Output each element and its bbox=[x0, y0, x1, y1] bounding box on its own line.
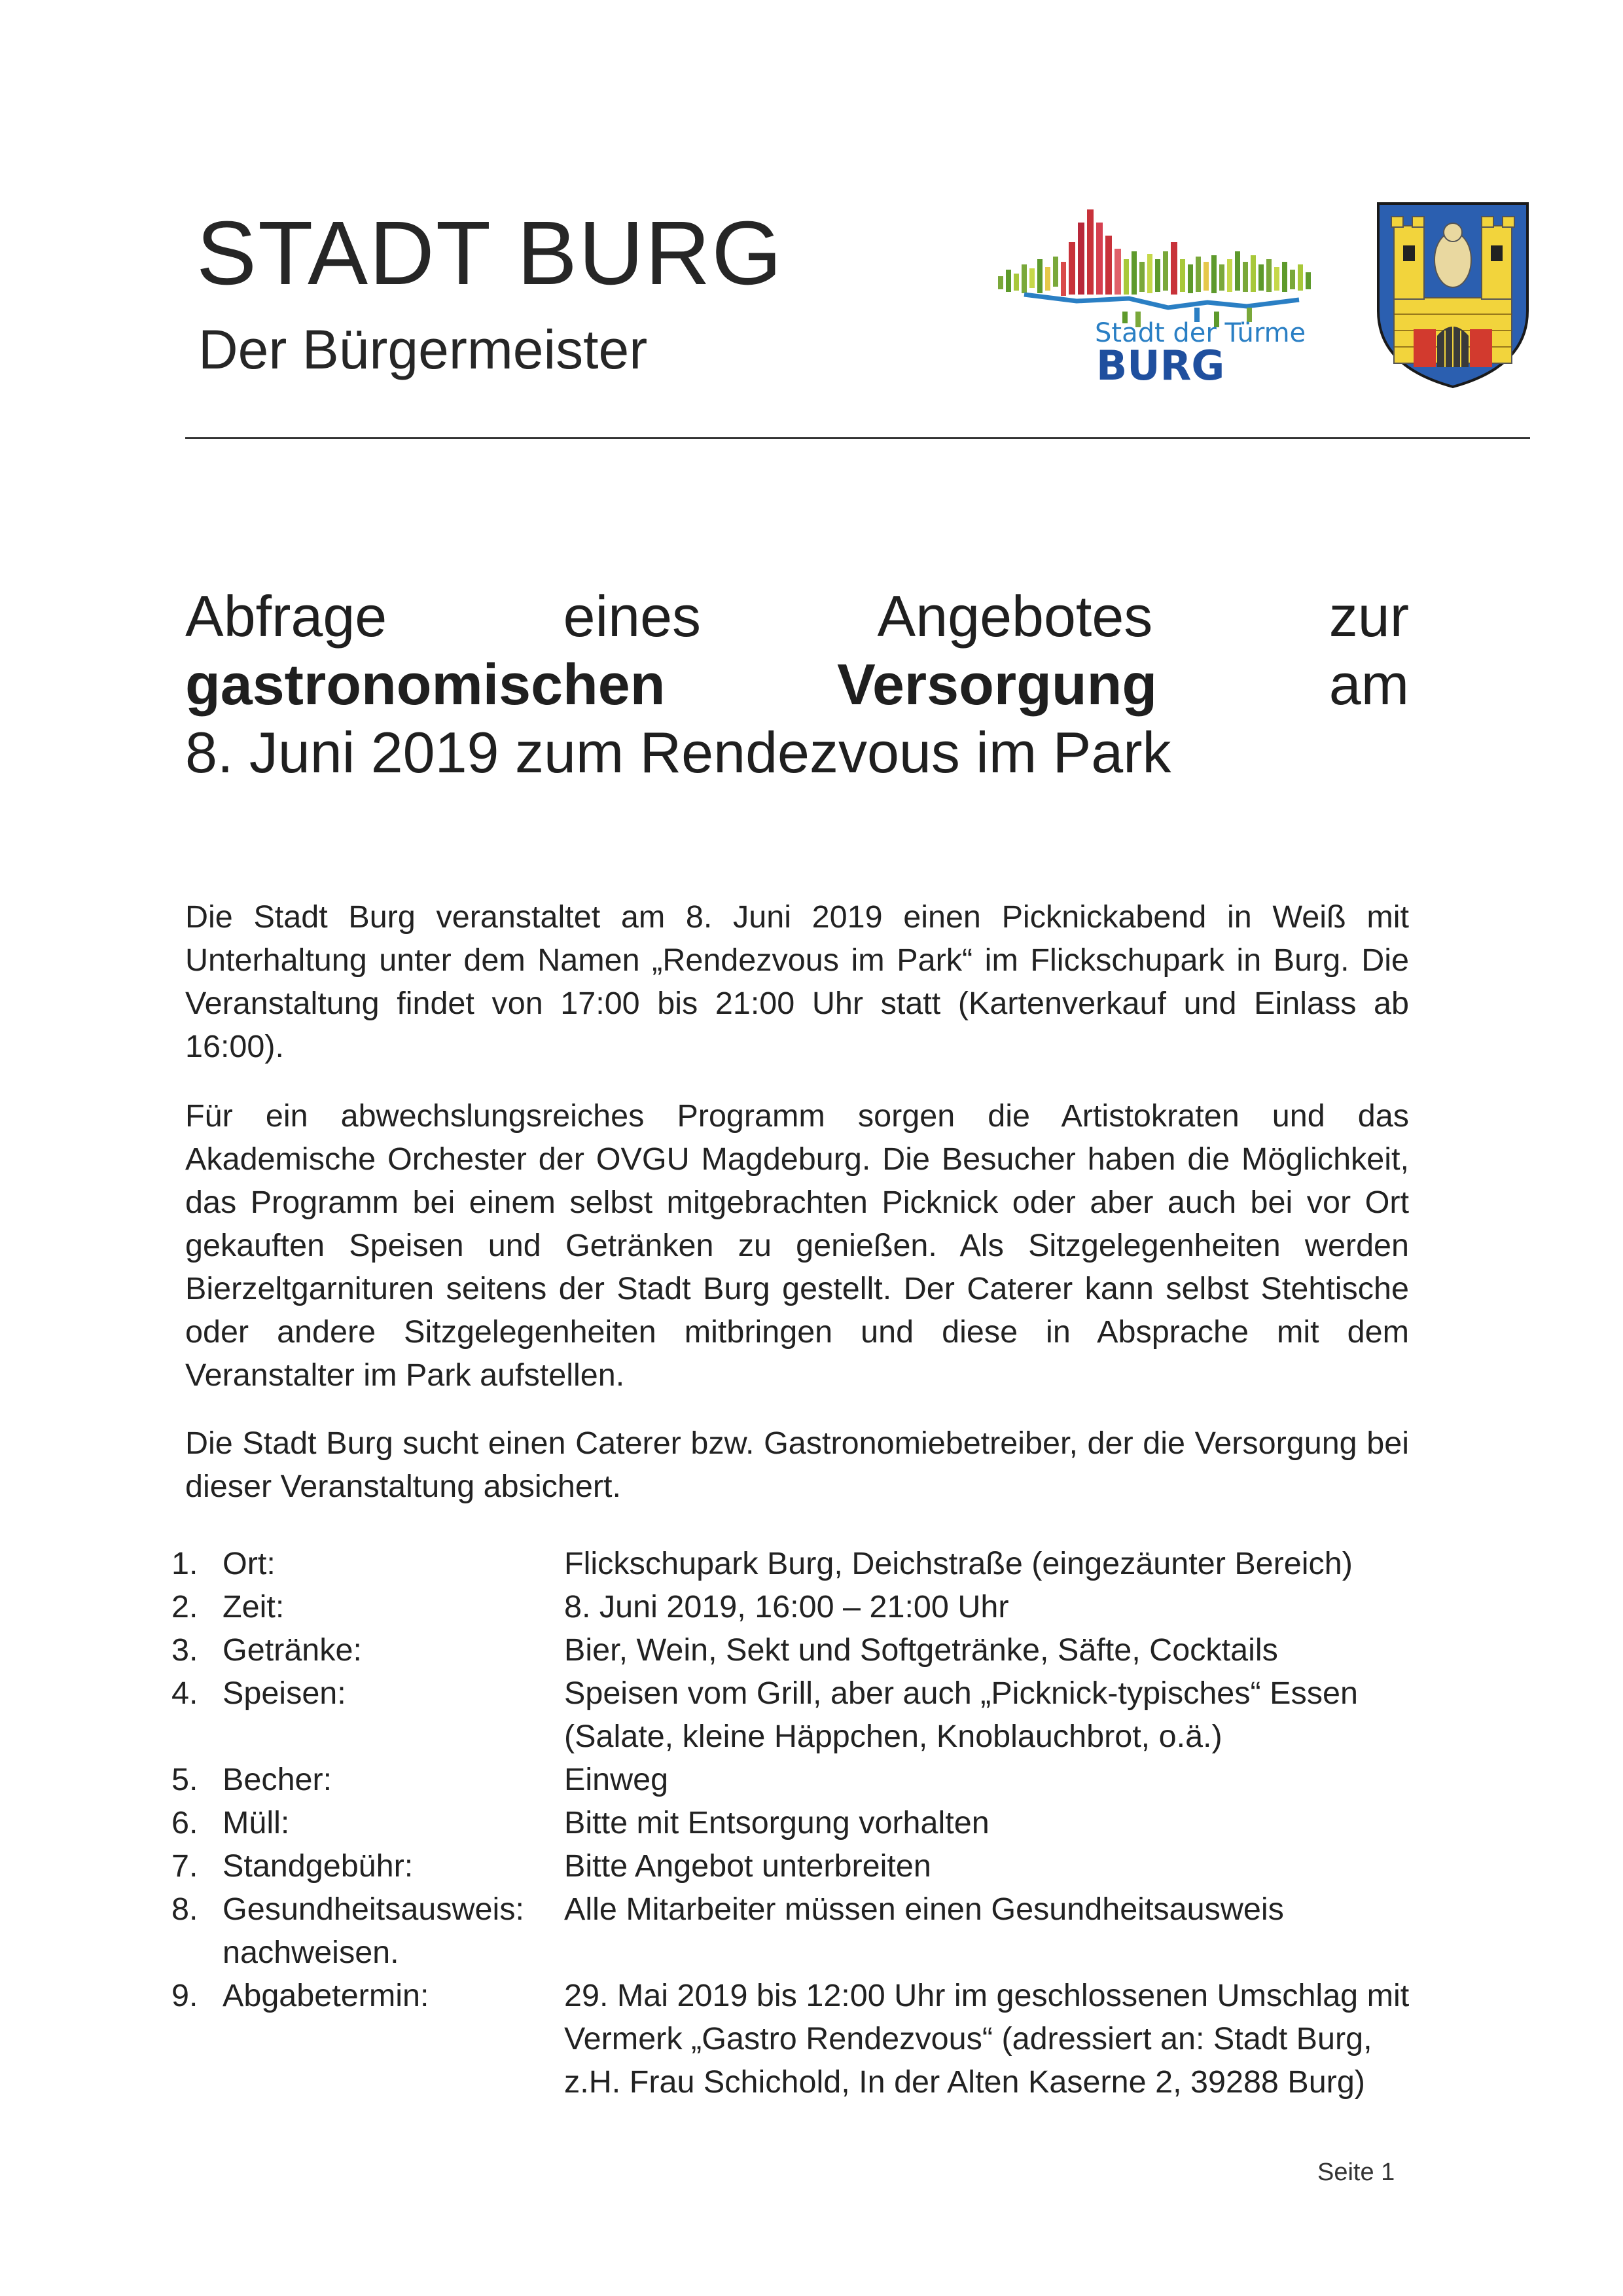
intro-paragraph: Die Stadt Burg veranstaltet am 8. Juni 2019 einen Picknickabend in Weiß mit Unterhaltung unter dem Namen „Rendezvous im Park“ im Flickschupark in Burg. Die Veranstaltung findet von 17:00 bis 21:00 Uhr statt (Kartenverkauf und Einlass ab 16:00). bbox=[185, 899, 1409, 1064]
request-paragraph: Die Stadt Burg sucht einen Caterer bzw. Gastronomiebetreiber, der die Versorgung bei dieser Veranstaltung absichert. bbox=[185, 1426, 1409, 1504]
heading-word: am bbox=[1329, 652, 1409, 717]
item-number: 3. bbox=[171, 1632, 198, 1668]
item-value: 8. Juni 2019, 16:00 – 21:00 Uhr bbox=[564, 1589, 1009, 1624]
item-value: Einweg bbox=[564, 1762, 669, 1797]
item-label-continuation: nachweisen. bbox=[223, 1935, 399, 1970]
heading-line-1 bbox=[185, 584, 1409, 649]
skyline-graphic bbox=[998, 209, 1311, 327]
item-number: 1. bbox=[171, 1546, 198, 1581]
heading-word-bold: gastronomischen bbox=[185, 652, 666, 717]
item-value: Bier, Wein, Sekt und Softgetränke, Säfte, Cocktails bbox=[564, 1632, 1278, 1668]
logo-tagline: Stadt der Türme bbox=[1095, 318, 1306, 348]
coat-of-arms bbox=[1374, 200, 1531, 389]
item-label: Ort: bbox=[223, 1546, 276, 1581]
item-value: Bitte mit Entsorgung vorhalten bbox=[564, 1805, 990, 1840]
item-number: 5. bbox=[171, 1762, 198, 1797]
logo-name: BURG bbox=[1096, 342, 1225, 386]
page-number: Seite 1 bbox=[1317, 2159, 1395, 2186]
item-number: 8. bbox=[171, 1892, 198, 1927]
item-number: 4. bbox=[171, 1676, 198, 1711]
heading-line-2 bbox=[185, 652, 1409, 717]
item-value: Alle Mitarbeiter müssen einen Gesundheitsausweis bbox=[564, 1892, 1284, 1927]
letterhead-title: STADT BURG bbox=[196, 203, 783, 304]
item-value: 29. Mai 2019 bis 12:00 Uhr im geschlossenen Umschlag mit Vermerk „Gastro Rendezvous“ (adressiert an: Stadt Burg, z.H. Frau Schichold, In der Alten Kaserne 2, 39288 Burg) bbox=[564, 1978, 1410, 2100]
item-label: Gesundheitsausweis: bbox=[223, 1892, 525, 1927]
item-label: Standgebühr: bbox=[223, 1848, 414, 1884]
heading-word: Angebotes bbox=[877, 584, 1153, 649]
letterhead-subtitle: Der Bürgermeister bbox=[198, 319, 648, 380]
item-label: Getränke: bbox=[223, 1632, 362, 1668]
item-value: Speisen vom Grill, aber auch „Picknick-typisches“ Essen (Salate, kleine Häppchen, Knoblauchbrot, o.ä.) bbox=[564, 1676, 1358, 1754]
item-label: Zeit: bbox=[223, 1589, 285, 1624]
item-label: Abgabetermin: bbox=[223, 1978, 429, 2013]
heading-word: eines bbox=[563, 584, 702, 649]
item-number: 2. bbox=[171, 1589, 198, 1624]
program-paragraph: Für ein abwechslungsreiches Programm sorgen die Artistokraten und das Akademische Orchester der OVGU Magdeburg. Die Besucher haben die Möglichkeit, das Programm bei einem selbst mitgebrachten Picknick oder aber auch bei vor Ort gekauften Speisen und Getränken zu genießen. Als Sitzgelegenheiten werden Bierzeltgarnituren seitens der Stadt Burg gestellt. Der Caterer kann selbst Stehtische oder andere Sitzgelegenheiten mitbringen und diese in Absprache mit dem Veranstalter im Park aufstellen. bbox=[185, 1098, 1409, 1393]
item-value: Flickschupark Burg, Deichstraße (eingezäunter Bereich) bbox=[564, 1546, 1353, 1581]
heading-line-3: 8. Juni 2019 zum Rendezvous im Park bbox=[185, 720, 1171, 785]
item-value: Bitte Angebot unterbreiten bbox=[564, 1848, 931, 1884]
heading-word-bold: Versorgung bbox=[837, 652, 1158, 717]
item-number: 6. bbox=[171, 1805, 198, 1840]
item-label: Becher: bbox=[223, 1762, 332, 1797]
heading-word: zur bbox=[1329, 584, 1409, 649]
heading-word: Abfrage bbox=[185, 584, 387, 649]
town-logo bbox=[998, 196, 1325, 386]
header-divider bbox=[185, 437, 1530, 439]
item-number: 9. bbox=[171, 1978, 198, 2013]
item-label: Speisen: bbox=[223, 1676, 346, 1711]
item-number: 7. bbox=[171, 1848, 198, 1884]
item-label: Müll: bbox=[223, 1805, 290, 1840]
